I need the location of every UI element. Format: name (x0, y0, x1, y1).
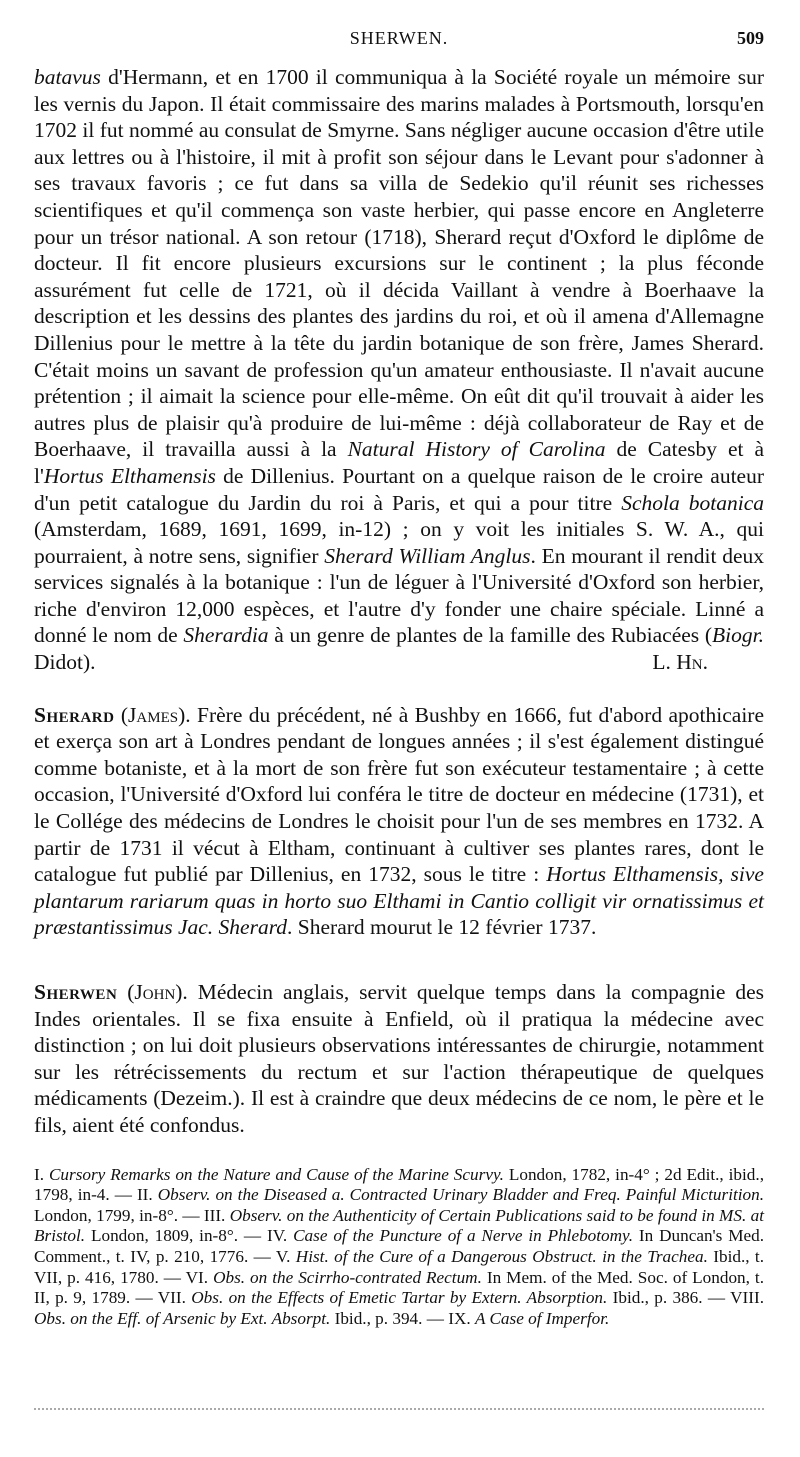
entry-sherard-james (34, 702, 764, 941)
source-ref: Biogr. (712, 623, 764, 648)
author-signature: L. Hn. (652, 650, 708, 675)
text-span: (Amsterdam, 1689, 1691, 1699, in-12) ; on y voit les initiales S. W. A., qui pourraient, à notre sens, signifier (34, 517, 764, 568)
work-item: I. Cursory Remarks on the Nature and Cause of the Marine Scurvy. London, 1782, in-4° ; 2d Edit., ibid., 1798, in-4. — (34, 1164, 764, 1205)
entry-sherwen (34, 979, 764, 1139)
text-span: batavus (34, 65, 101, 89)
work-item: IV. Case of the Puncture of a Nerve in Phlebotomy. In Duncan's Med. Comment., t. IV, p. 210, 1776. — (34, 1226, 765, 1266)
text-span: à un genre de plantes de la famille des Rubiacées ( (268, 623, 713, 648)
text-span: Didot). (34, 650, 96, 675)
work-item: VI. Obs. on the Scirrho-contrated Rectum. In Mem. of the Med. Soc. of London, t. II, p. 9, 1789. — (34, 1267, 765, 1308)
book-title: Natural History of Carolina (347, 437, 606, 462)
work-item: VII. Obs. on the Effects of Emetic Tartar by Extern. Absorption. Ibid., p. 386. — (157, 1288, 731, 1308)
work-item: II. Observ. on the Diseased a. Contracted Urinary Bladder and Freq. Painful Micturition. London, 1799, in-8°. — (34, 1185, 765, 1225)
work-item: VIII. Obs. on the Eff. of Arsenic by Ext. Absorpt. Ibid., p. 394. — (34, 1288, 764, 1328)
entry-sherard-william-continued (34, 64, 764, 676)
work-item: V. Hist. of the Cure of a Dangerous Obstruct. in the Trachea. Ibid., t. VII, p. 416, 1780. — (34, 1246, 764, 1287)
running-head: SHERWEN. (349, 28, 449, 48)
text-span: de Catesby et à l' (34, 437, 764, 488)
bottom-rule (34, 1408, 764, 1410)
work-item: IX. A Case of Imperfor. (448, 1308, 610, 1328)
text-span: . Sherard mourut le 12 février 1737. (287, 915, 597, 940)
genus-name: Sherardia (183, 623, 269, 648)
text-span: Frère du précédent, né à Bushby en 1666, fut d'abord apothicaire et exerça son art à Londres pendant de longues années ; il s'est également distingué comme botaniste, et à la mort de son frère fut son exécuteur testamentaire ; à cette occasion, l'Université d'Oxford lui conféra le titre de docteur en médecine (1731), et le Collége des médecins de Londres le choisit pour l'un de ses membres en 1732. A partir de 1731 il vécut à Eltham, continuant à cultiver ses plantes rares, dont le catalogue fut publié par Dillenius, en 1732, sous le titre : (34, 702, 764, 887)
book-title: Schola botanica (621, 490, 764, 515)
text-span: d'Hermann, et en 1700 il communiqua à la Société royale un mémoire sur les vernis du Japon. Il était commissaire des marins malades à Portsmouth, lorsqu'en 1702 il fut nommé au consulat de Smyrne. Sans négliger aucune occasion d'être utile aux lettres ou à l'histoire, il mit à profit son séjour dans le Levant pour s'adonner à ses travaux favoris ; ce fut dans sa villa de Sedekio qu'il réunit ses richesses scientifiques et qu'il commença son vaste herbier, qui passe encore en Angleterre pour un trésor national. A son retour (1718), Sherard reçut d'Oxford le diplôme de docteur. Il fit encore plusieurs excursions sur le continent ; la plus féconde assurément fut celle de 1721, où il décida Vaillant à vendre à Boerhaave la description et les dessins des plantes des jardins du roi, et où il amena d'Allemagne Dillenius pour le mettre à la tête du jardin botanique de son frère, James Sherard. C'était moins un savant de profession qu'un amateur enthousiaste. Il n'avait aucune prétention ; il aimait la science pour elle-même. On eût dit qu'il trouvait à aider les autres plus de plaisir qu'à produire de lui-même : déjà collaborateur de Ray et de Boerhaave, il travailla aussi à la (34, 65, 764, 462)
book-title: Hortus Elthamensis, sive plantarum rariarum quas in horto suo Elthami in Cantio colligit vir ornatissimus et præstantissimus Jac. Sherard (34, 862, 764, 940)
book-title: Hortus Elthamensis (43, 463, 216, 488)
entry-headword: Sherard (34, 702, 115, 727)
works-list (34, 1165, 764, 1330)
text-span: de Dillenius. Pourtant on a quelque raison de le croire auteur d'un petit catalogue du Jardin du roi à Paris, et qui a pour titre (34, 463, 764, 515)
page-header (34, 28, 764, 64)
entry-given-name: (John). (127, 980, 188, 1004)
text-span: Médecin anglais, servit quelque temps dans la compagnie des Indes orientales. Il se fixa ensuite à Enfield, où il pratiqua la médecine avec distinction ; on lui doit plusieurs observations intéressantes de chirurgie, notamment sur les rétrécissements du rectum et sur l'action thérapeutique de quelques médicaments (Dezeim.). Il est à craindre que deux médecins de ce nom, le père et le fils, aient été confondus. (34, 980, 765, 1137)
latin-name: Sherard William Anglus (324, 543, 531, 568)
work-item: III. Observ. on the Authenticity of Certain Publications said to be found in MS. at Bristol. London, 1809, in-8°. — (34, 1205, 764, 1246)
text-span: . En mourant il rendit deux services signalés à la botanique : l'un de léguer à l'Université d'Oxford son herbier, riche d'environ 12,000 espèces, et l'autre d'y fonder une chaire spéciale. Linné a donné le nom de (34, 543, 765, 648)
entry-headword: Sherwen (34, 980, 118, 1004)
document-page (34, 28, 764, 1347)
entry-given-name: (James). (120, 702, 191, 727)
page-number: 509 (737, 28, 764, 48)
